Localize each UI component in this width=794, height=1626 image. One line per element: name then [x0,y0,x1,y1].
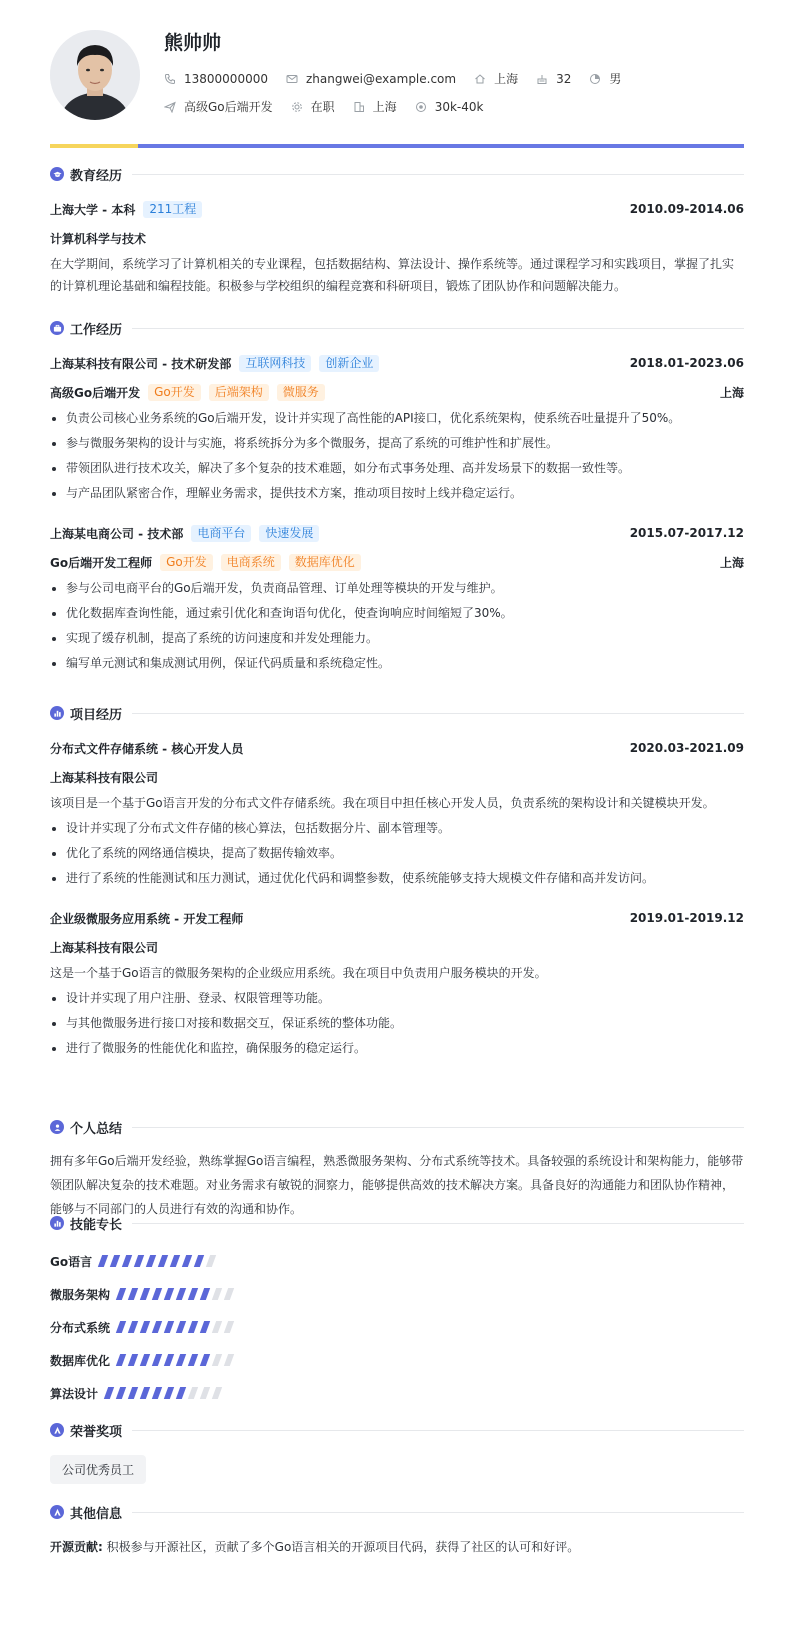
project-company: 上海某科技有限公司 [50,770,159,785]
job-bullets [50,406,744,506]
education-description: 在大学期间，系统学习了计算机相关的专业课程，包括数据结构、算法设计、操作系统等。通过课程学习和实践项目，掌握了扎实的计算机理论基础和编程技能。积极参与学校组织的编程竞赛和科研项目，锻炼了团队协作和问题解决能力。 [50,257,735,293]
phone-text: 13800000000 [184,71,268,86]
status-item [291,98,335,115]
work-section [50,318,744,676]
skill-level-segment-filled [164,1288,174,1300]
education-row [50,199,744,219]
skill-row [50,1353,744,1367]
project-period: 2019.01-2019.12 [629,911,744,925]
section-header [50,703,744,723]
project-header [50,908,744,928]
list-item: 负责公司核心业务系统的Go后端开发，设计并实现了高性能的API接口，优化系统架构，使系统吞吐量提升了50%。 [50,406,744,431]
other-section [50,1502,744,1558]
list-item: 带领团队进行技术攻关，解决了多个复杂的技术难题，如分布式事务处理、高并发场景下的数据一致性等。 [50,456,744,481]
age-text: 32 [556,71,572,86]
skill-level-segment-filled [188,1321,198,1333]
education-period: 2010.09-2014.06 [629,202,744,216]
skill-row [50,1386,744,1400]
gender-text: 男 [609,72,622,86]
company-tag: 快速发展 [259,525,319,542]
skill-level-segment-empty [224,1321,234,1333]
email-item [286,72,456,86]
section-header [50,164,744,184]
role-tag: 数据库优化 [289,554,361,571]
job-header [50,523,744,543]
skill-level-segment-filled [116,1387,126,1399]
list-item: 设计并实现了分布式文件存储的核心算法，包括数据分片、副本管理等。 [50,816,744,841]
list-item: 设计并实现了用户注册、登录、权限管理等功能。 [50,986,744,1011]
list-item: 参与公司电商平台的Go后端开发，负责商品管理、订单处理等模块的开发与维护。 [50,576,744,601]
list-item: 优化了系统的网络通信模块，提高了数据传输效率。 [50,841,744,866]
list-item: 实现了缓存机制，提高了系统的访问速度和并发处理能力。 [50,626,744,651]
job-period: 2015.07-2017.12 [629,526,744,540]
skill-level-segment-filled [200,1288,210,1300]
salary-item [415,100,484,114]
job-role: 高级Go后端开发 [50,385,141,400]
skill-row [50,1287,744,1301]
skill-level-segment-filled [128,1288,138,1300]
skill-level-segment-empty [212,1387,222,1399]
skill-level-segment-filled [200,1354,210,1366]
skill-level-segment-filled [200,1321,210,1333]
skill-level-segment-empty [212,1354,222,1366]
section-title: 荣誉奖项 [70,1424,123,1440]
skill-name: 算法设计 [50,1386,99,1401]
phone-item [164,72,268,86]
section-header [50,318,744,338]
cake-icon [536,73,548,85]
skill-name: 分布式系统 [50,1320,111,1335]
job-role: Go后端开发工程师 [50,555,153,570]
skills-list [50,1254,744,1400]
school-tag: 211工程 [143,201,202,218]
skill-level-segment-filled [128,1387,138,1399]
status-text: 在职 [310,100,335,114]
skill-level-segment-empty [212,1288,222,1300]
project-company-row [50,767,744,787]
role-tag: 后端架构 [209,384,269,401]
skill-name: 数据库优化 [50,1353,111,1368]
bar-chart-icon [50,1216,64,1230]
skill-level-segment-filled [140,1354,150,1366]
skill-level-segment-filled [158,1255,168,1267]
role-tag: 电商系统 [221,554,281,571]
gear-icon [291,101,303,113]
skill-level-segment-filled [176,1288,186,1300]
section-title: 项目经历 [70,707,123,723]
honor-chip: 公司优秀员工 [50,1455,146,1484]
section-header [50,1502,744,1522]
skill-level-segment-filled [128,1321,138,1333]
target-city-text: 上海 [372,100,397,114]
skill-level-segment-filled [110,1255,120,1267]
section-title: 其他信息 [70,1506,123,1522]
company-tag: 创新企业 [319,355,379,372]
list-item: 进行了系统的性能测试和压力测试，通过优化代码和调整参数，使系统能够支持大规模文件存储和高并发访问。 [50,866,744,891]
major-row [50,228,744,248]
skill-level-segment-filled [176,1321,186,1333]
skill-level-bar [100,1255,220,1267]
section-header [50,1213,744,1233]
other-info-line [50,1536,744,1558]
skill-level-segment-filled [164,1321,174,1333]
skill-level-bar [118,1288,238,1300]
skills-section [50,1213,744,1419]
list-item: 与其他微服务进行接口对接和数据交互，保证系统的整体功能。 [50,1011,744,1036]
projects-section [50,703,744,1061]
major-name: 计算机科学与技术 [50,231,147,246]
contact-row [164,70,639,87]
avatar [50,30,140,120]
role-tag: 微服务 [277,384,325,401]
summary-section [50,1117,744,1221]
job-company: 上海某科技有限公司 - 技术研发部 [50,356,232,371]
project-company: 上海某科技有限公司 [50,940,159,955]
project-header [50,738,744,758]
skill-level-segment-filled [128,1354,138,1366]
skill-level-segment-empty [206,1255,216,1267]
send-icon [164,101,176,113]
project-name: 企业级微服务应用系统 - 开发工程师 [50,911,244,926]
skill-level-segment-filled [194,1255,204,1267]
project-bullets [50,986,744,1061]
salary-text: 30k-40k [434,99,484,114]
other-info-text: 积极参与开源社区，贡献了多个Go语言相关的开源项目代码，获得了社区的认可和好评。 [106,1540,580,1554]
list-item: 优化数据库查询性能，通过索引优化和查询语句优化，使查询响应时间缩短了30%。 [50,601,744,626]
skill-level-segment-filled [146,1255,156,1267]
skill-level-segment-filled [104,1387,114,1399]
header-divider-bar [50,144,744,148]
award-icon [50,1423,64,1437]
skill-level-segment-filled [116,1288,126,1300]
skill-level-bar [118,1321,238,1333]
project-company-row [50,937,744,957]
skill-level-segment-filled [176,1387,186,1399]
gender-item [589,70,621,87]
list-item: 进行了微服务的性能优化和监控，确保服务的稳定运行。 [50,1036,744,1061]
job-location: 上海 [719,555,744,570]
education-section [50,164,744,297]
other-info-label: 开源贡献: [50,1540,103,1554]
project-description: 这是一个基于Go语言的微服务架构的企业级应用系统。我在项目中负责用户服务模块的开发。 [50,966,547,980]
skill-level-segment-filled [152,1387,162,1399]
job-role-row [50,382,744,402]
skill-level-segment-filled [152,1354,162,1366]
summary-text: 拥有多年Go后端开发经验，熟练掌握Go语言编程，熟悉微服务架构、分布式系统等技术。具备较强的系统设计和架构能力，能够带领团队解决复杂的技术难题。对业务需求有敏锐的洞察力，能够提供高效的技术解决方案。具备良好的沟通能力和团队协作精神，能够与不同部门的人员进行有效的沟通和协作。 [50,1154,744,1216]
skill-level-segment-filled [116,1354,126,1366]
project-period: 2020.03-2021.09 [629,741,744,755]
skill-level-segment-empty [212,1321,222,1333]
skill-level-bar [118,1354,238,1366]
resume-header [50,0,744,148]
position-text: 高级Go后端开发 [184,100,273,114]
job-intent-row [164,98,501,115]
role-tag: Go开发 [148,384,201,401]
list-item: 编写单元测试和集成测试用例，保证代码质量和系统稳定性。 [50,651,744,676]
briefcase-icon [50,321,64,335]
section-header [50,1117,744,1137]
job-bullets [50,576,744,676]
target-city-item [353,98,397,115]
skill-level-segment-filled [176,1354,186,1366]
position-item [164,98,273,115]
job-company: 上海某电商公司 - 技术部 [50,526,184,541]
skill-name: Go语言 [50,1254,93,1269]
city-item [474,70,518,87]
skill-level-segment-filled [140,1288,150,1300]
phone-icon [164,73,176,85]
honors-section [50,1420,744,1484]
bar-chart-icon [50,706,64,720]
school-name: 上海大学 - 本科 [50,202,136,217]
company-tag: 互联网科技 [239,355,311,372]
email-text: zhangwei@example.com [305,71,457,86]
section-title: 教育经历 [70,168,123,184]
skill-level-segment-empty [224,1354,234,1366]
honors-list [50,1455,744,1484]
skill-row [50,1254,744,1268]
skill-level-segment-empty [200,1387,210,1399]
skill-level-segment-filled [140,1387,150,1399]
home-icon [474,73,486,85]
role-tag: Go开发 [160,554,213,571]
skill-level-segment-filled [98,1255,108,1267]
coin-icon [415,101,427,113]
age-item [536,72,571,86]
skill-level-segment-filled [134,1255,144,1267]
info-icon [50,1505,64,1519]
building-icon [353,101,365,113]
skill-level-segment-filled [188,1354,198,1366]
graduation-cap-icon [50,167,64,181]
section-title: 技能专长 [70,1217,123,1233]
skill-level-segment-filled [164,1354,174,1366]
list-item: 与产品团队紧密合作，理解业务需求，提供技术方案，推动项目按时上线并稳定运行。 [50,481,744,506]
skill-level-segment-filled [152,1321,162,1333]
job-header [50,353,744,373]
section-title: 工作经历 [70,322,123,338]
skill-level-segment-filled [140,1321,150,1333]
project-name: 分布式文件存储系统 - 核心开发人员 [50,741,244,756]
skill-level-bar [106,1387,226,1399]
city-text: 上海 [494,72,519,86]
job-role-row [50,552,744,572]
project-description: 该项目是一个基于Go语言开发的分布式文件存储系统。我在项目中担任核心开发人员，负责系统的架构设计和关键模块开发。 [50,796,715,810]
gender-icon [589,73,601,85]
skill-level-segment-filled [122,1255,132,1267]
section-title: 个人总结 [70,1121,123,1137]
skill-level-segment-filled [152,1288,162,1300]
skill-level-segment-filled [164,1387,174,1399]
skill-level-segment-filled [116,1321,126,1333]
skill-name: 微服务架构 [50,1287,111,1302]
skill-level-segment-filled [188,1288,198,1300]
project-bullets [50,816,744,891]
mail-icon [286,73,298,85]
company-tag: 电商平台 [191,525,251,542]
job-period: 2018.01-2023.06 [629,356,744,370]
user-icon [50,1120,64,1134]
skill-level-segment-filled [170,1255,180,1267]
skill-level-segment-filled [182,1255,192,1267]
list-item: 参与微服务架构的设计与实施，将系统拆分为多个微服务，提高了系统的可维护性和扩展性。 [50,431,744,456]
skill-level-segment-empty [188,1387,198,1399]
candidate-name: 熊帅帅 [164,32,222,54]
skill-level-segment-empty [224,1288,234,1300]
job-location: 上海 [719,385,744,400]
section-header [50,1420,744,1440]
skill-row [50,1320,744,1334]
